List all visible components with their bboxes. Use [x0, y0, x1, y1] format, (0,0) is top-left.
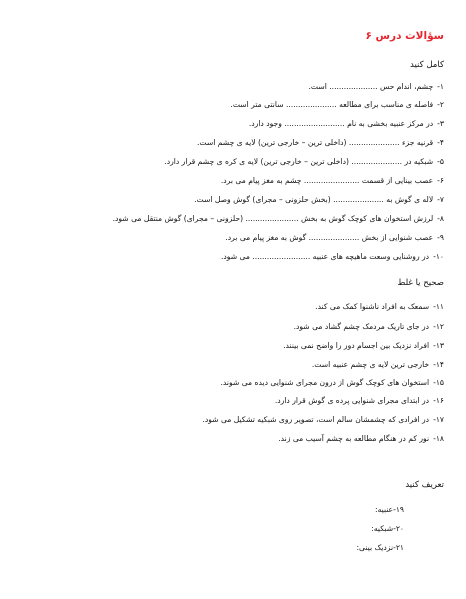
question-row — [40, 82, 444, 92]
question-number: ۱۹- — [393, 505, 404, 514]
question-text: نزدیک بینی: — [356, 543, 394, 552]
definition-row — [371, 524, 404, 533]
question-number: ۱۱- — [433, 302, 444, 311]
question-row — [40, 378, 444, 388]
question-text: در ابتدای مجرای شنوایی پرده ی گوش قرار دارد. — [274, 396, 430, 405]
question-text: استخوان های کوچک گوش از درون مجرای شنوایی دیده می شوند. — [220, 378, 430, 387]
question-text: در روشنایی وسعت ماهیچه های عنبیه ........................ می شود. — [221, 252, 430, 261]
question-number: ۱۵- — [433, 378, 444, 387]
question-text: افراد نزدیک بین اجسام دور را واضح نمی بینند. — [283, 341, 430, 350]
question-number: ۴- — [437, 138, 444, 147]
question-text: شبکیه: — [371, 524, 394, 533]
question-text: لاله ی گوش به ..................... (بخش حلزونی – مجرای) گوش وصل است. — [194, 195, 434, 204]
page-title: سؤالات درس ۶ — [365, 30, 444, 42]
question-text: در افرادی که چشمشان سالم است، تصویر روی شبکیه تشکیل می شود. — [202, 415, 430, 424]
question-number: ۹- — [437, 233, 444, 242]
definition-row — [375, 505, 404, 514]
definition-row — [356, 543, 404, 552]
question-number: ۵- — [437, 157, 444, 166]
question-number: ۲۱- — [393, 543, 404, 552]
question-number: ۳- — [437, 119, 444, 128]
question-row — [40, 195, 444, 205]
question-row — [40, 415, 444, 425]
question-text: سمعک به افراد ناشنوا کمک می کند. — [315, 302, 430, 311]
question-row — [40, 322, 444, 332]
question-number: ۱۰- — [433, 252, 444, 261]
section-heading-define: تعریف کنید — [405, 480, 444, 490]
question-text: عصب بینایی از قسمت ....................... چشم به مغز پیام می برد. — [220, 176, 434, 185]
question-number: ۱۲- — [433, 322, 444, 331]
question-row — [40, 214, 444, 224]
question-text: خارجی ترین لایه ی چشم عنبیه است. — [311, 360, 430, 369]
question-row — [40, 138, 444, 148]
question-number: ۷- — [437, 195, 444, 204]
question-row — [40, 157, 444, 167]
question-row — [40, 233, 444, 243]
question-row — [40, 119, 444, 129]
question-row — [40, 302, 444, 312]
question-text: عنبیه: — [375, 505, 394, 514]
question-number: ۱۳- — [433, 341, 444, 350]
question-row — [40, 341, 444, 351]
question-text: چشم، اندام حس .................... است. — [308, 82, 434, 91]
question-text: فاصله ی مناسب برای مطالعه ..................... سانتی متر است. — [230, 100, 434, 109]
question-number: ۸- — [437, 214, 444, 223]
question-number: ۱۴- — [433, 360, 444, 369]
question-number: ۲- — [437, 100, 444, 109]
question-row — [40, 252, 444, 262]
question-text: لرزش استخوان های کوچک گوش به بخش ...................... (حلزونی – مجرای) گوش منتقل می شود. — [112, 214, 434, 223]
question-text: شبکیه در ..................... (داخلی ترین – خارجی ترین) لایه ی کره ی چشم قرار دارد. — [164, 157, 434, 166]
question-number: ۱۸- — [433, 434, 444, 443]
question-text: در جای تاریک مردمک چشم گشاد می شود. — [293, 322, 430, 331]
question-text: نور کم در هنگام مطالعه به چشم آسیب می زند. — [278, 434, 430, 443]
section-heading-true-false: صحیح یا غلط — [397, 278, 444, 288]
question-number: ۶- — [437, 176, 444, 185]
question-row — [40, 176, 444, 186]
question-number: ۱- — [437, 82, 444, 91]
question-number: ۱۶- — [433, 396, 444, 405]
question-number: ۱۷- — [433, 415, 444, 424]
question-row — [40, 360, 444, 370]
question-text: عصب شنوایی از بخش ..................... گوش به مغز پیام می برد. — [225, 233, 434, 242]
question-number: ۲۰- — [393, 524, 404, 533]
question-row — [40, 434, 444, 444]
question-row — [40, 396, 444, 406]
question-row — [40, 100, 444, 110]
question-text: در مرکز عنبیه بخشی به نام ......................... وجود دارد. — [248, 119, 434, 128]
section-heading-complete: کامل کنید — [410, 60, 444, 70]
question-text: قرنیه جزء ..................... (داخلی ترین – خارجی ترین) لایه ی چشم است. — [196, 138, 434, 147]
